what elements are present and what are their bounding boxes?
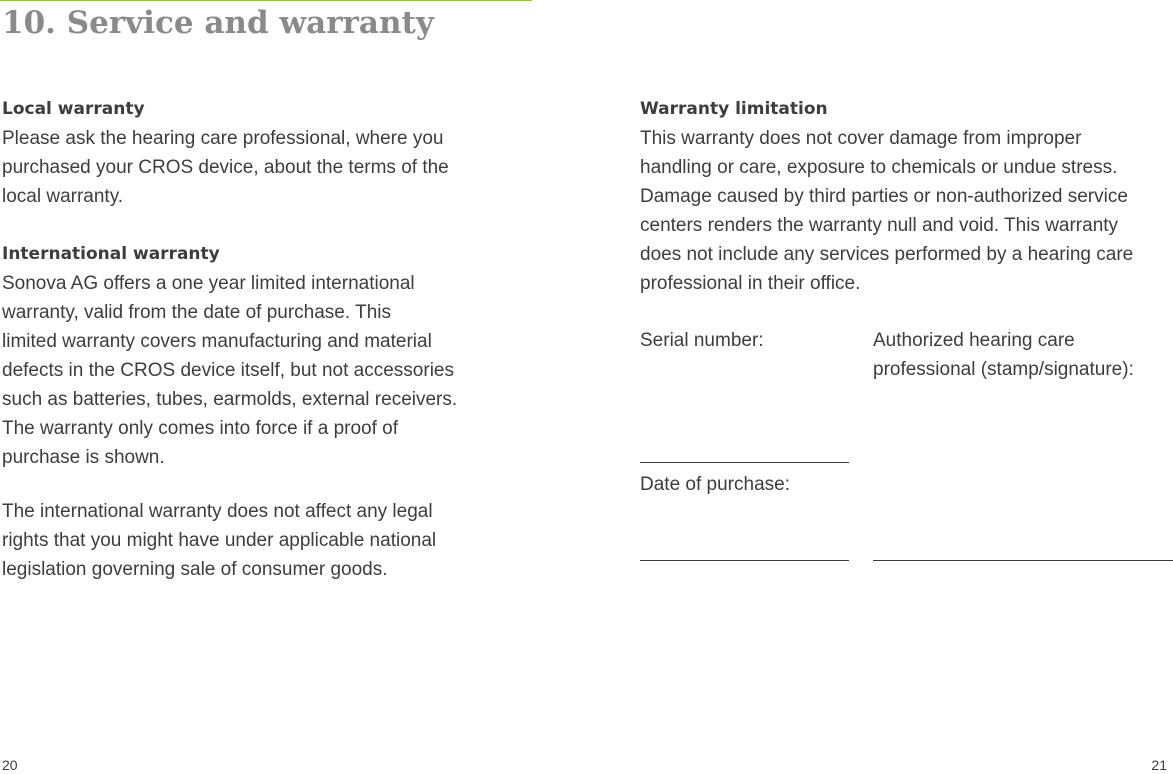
text-line: Damage caused by third parties or non-authorized service	[640, 186, 1128, 207]
text-line: Please ask the hearing care professional, where you	[2, 128, 444, 149]
text-line: such as batteries, tubes, earmolds, external receivers.	[2, 389, 458, 410]
text-line: rights that you might have under applicable national	[2, 530, 437, 551]
text-line: purchased your CROS device, about the terms of the	[2, 157, 449, 178]
international-warranty-note-text	[2, 497, 436, 584]
authorized-professional-label	[873, 326, 1134, 384]
text-line: limited warranty covers manufacturing and material	[2, 331, 432, 352]
warranty-limitation-text	[640, 124, 1133, 298]
text-line: warranty, valid from the date of purchase. This	[2, 302, 391, 323]
local-warranty-section	[2, 95, 449, 211]
warranty-limitation-heading: Warranty limitation	[640, 99, 828, 119]
page-number-right: 21	[1151, 757, 1167, 773]
text-line: handling or care, exposure to chemicals or undue stress.	[640, 157, 1118, 178]
warranty-limitation-section	[640, 95, 1133, 298]
date-of-purchase-label: Date of purchase:	[640, 474, 790, 495]
text-line: professional in their office.	[640, 273, 861, 294]
serial-number-label: Serial number:	[640, 330, 764, 351]
text-line: The warranty only comes into force if a proof of	[2, 418, 399, 439]
text-line: The international warranty does not affect any legal	[2, 501, 433, 522]
international-warranty-section	[2, 240, 457, 472]
international-warranty-heading: International warranty	[2, 244, 220, 264]
local-warranty-text	[2, 124, 449, 211]
international-warranty-text	[2, 269, 457, 472]
text-line: does not include any services performed by a hearing care	[640, 244, 1134, 265]
text-line: defects in the CROS device itself, but not accessories	[2, 360, 454, 381]
text-line: professional (stamp/signature):	[873, 359, 1134, 380]
international-warranty-note	[2, 497, 436, 584]
title-accent-rule	[0, 0, 532, 1]
date-of-purchase-line	[640, 560, 849, 561]
text-line: Authorized hearing care	[873, 330, 1075, 351]
section-title: 10. Service and warranty	[2, 5, 434, 41]
text-line: legislation governing sale of consumer goods.	[2, 559, 388, 580]
text-line: This warranty does not cover damage from improper	[640, 128, 1082, 149]
text-line: local warranty.	[2, 186, 124, 207]
serial-number-line	[640, 462, 849, 463]
text-line: purchase is shown.	[2, 447, 165, 468]
authorized-signature-line	[873, 560, 1173, 561]
text-line: Sonova AG offers a one year limited international	[2, 273, 415, 294]
text-line: centers renders the warranty null and void. This warranty	[640, 215, 1119, 236]
local-warranty-heading: Local warranty	[2, 99, 145, 119]
page-number-left: 20	[2, 757, 18, 773]
